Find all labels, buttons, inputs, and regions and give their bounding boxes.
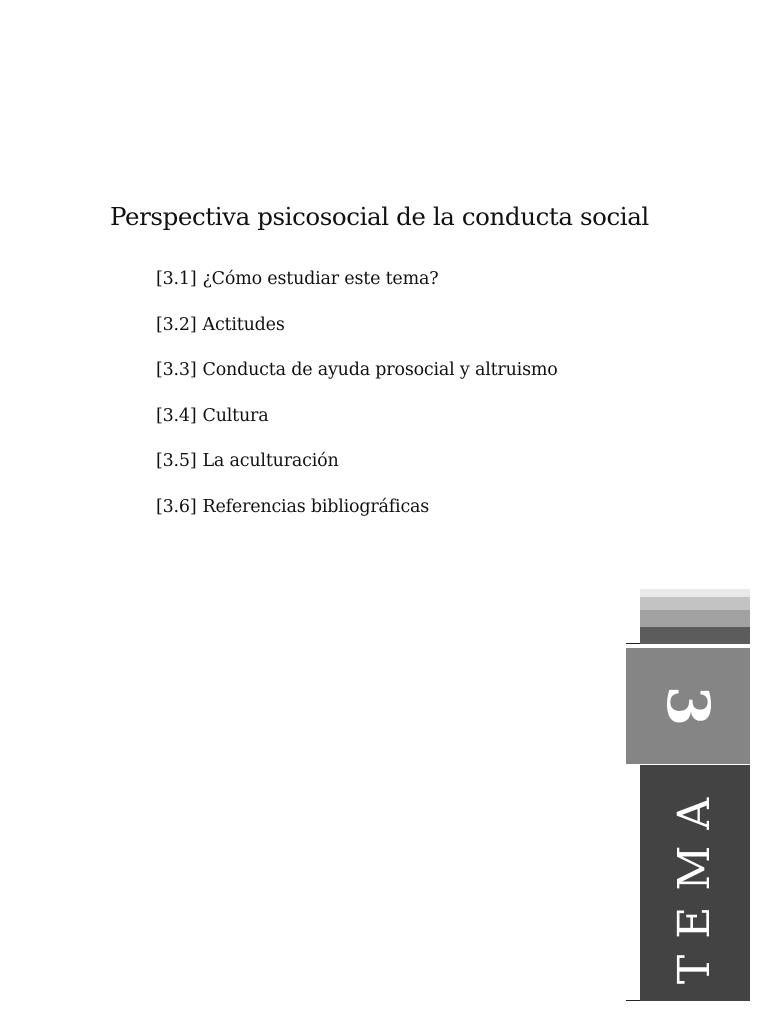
chapter-word: TEMA xyxy=(669,781,720,985)
toc-item xyxy=(156,401,558,447)
toc-item xyxy=(156,264,558,310)
toc-item-label: Actitudes xyxy=(202,314,285,335)
tab-hairline xyxy=(626,1000,640,1001)
toc-item-label: Conducta de ayuda prosocial y altruismo xyxy=(202,360,558,380)
tab-stripe xyxy=(640,589,750,597)
toc-item-number: [3.2] xyxy=(156,314,197,335)
toc-item xyxy=(156,446,558,492)
chapter-word-box xyxy=(640,765,750,1001)
chapter-number: 3 xyxy=(654,685,722,727)
toc-item-number: [3.1] xyxy=(156,269,197,289)
chapter-number-box xyxy=(626,646,750,764)
toc-item-label: ¿Cómo estudiar este tema? xyxy=(202,269,439,289)
toc-item-label: Referencias bibliográficas xyxy=(202,496,430,517)
toc-item xyxy=(156,492,558,538)
tab-hairline xyxy=(626,643,640,644)
toc-item-number: [3.6] xyxy=(156,496,197,517)
toc-item-number: [3.4] xyxy=(156,405,197,426)
toc-item-number: [3.5] xyxy=(156,451,197,471)
table-of-contents xyxy=(156,264,558,537)
toc-item xyxy=(156,310,558,356)
toc-item-label: La aculturación xyxy=(202,451,339,471)
tab-stripe xyxy=(640,627,750,644)
toc-item-number: [3.3] xyxy=(156,360,197,380)
toc-item-label: Cultura xyxy=(202,405,269,426)
tab-stripe xyxy=(640,610,750,627)
tab-stripe xyxy=(640,597,750,610)
page-title: Perspectiva psicosocial de la conducta social xyxy=(110,202,649,231)
toc-item xyxy=(156,355,558,401)
